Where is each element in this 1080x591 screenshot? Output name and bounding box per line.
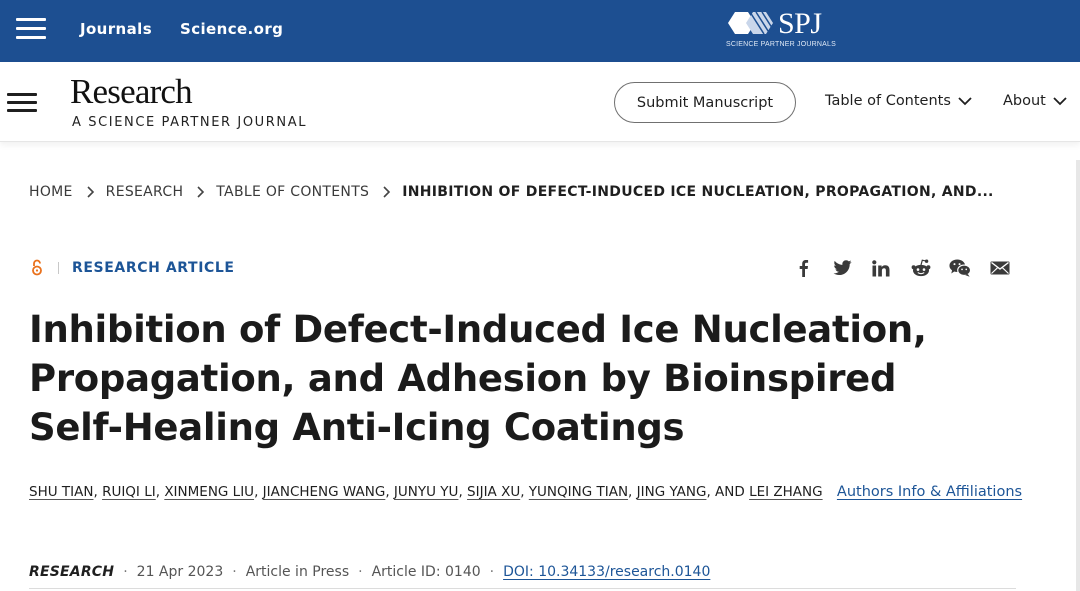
authors-info-affiliations-link[interactable]: Authors Info & Affiliations [836, 484, 1023, 500]
breadcrumb [29, 184, 994, 200]
chevron-right-icon [195, 186, 205, 198]
author-link[interactable]: LEI ZHANG [749, 484, 823, 500]
spj-hexagon-icon [726, 9, 778, 37]
scrollbar-track[interactable] [1076, 160, 1080, 591]
linkedin-icon[interactable] [870, 257, 892, 279]
meta-status: Article in Press [245, 564, 350, 580]
spj-logo-text: SPJ [778, 7, 822, 40]
meta-publication-date: 21 Apr 2023 [136, 564, 224, 580]
author-link[interactable]: SHU TIAN [29, 484, 94, 500]
article-type-label: RESEARCH ARTICLE [72, 260, 235, 276]
type-divider [58, 262, 59, 274]
global-menu-icon[interactable] [16, 18, 46, 40]
chevron-right-icon [381, 186, 391, 198]
article-meta [29, 564, 710, 580]
journal-header [0, 62, 1080, 142]
reddit-icon[interactable] [910, 257, 932, 279]
author-link[interactable]: YUNQING TIAN [528, 484, 629, 500]
journal-title[interactable]: Research [70, 72, 192, 111]
author-link[interactable]: JIANCHENG WANG [262, 484, 386, 500]
author-link[interactable]: RUIQI LI [102, 484, 156, 500]
spj-logo[interactable] [726, 7, 836, 53]
doi-link[interactable]: DOI: 10.34133/research.0140 [503, 564, 711, 580]
facebook-icon[interactable] [792, 257, 814, 279]
spj-logo-subtext: SCIENCE PARTNER JOURNALS [726, 41, 836, 48]
meta-separator: · [232, 564, 237, 580]
meta-separator: · [358, 564, 363, 580]
top-bar [0, 0, 1080, 62]
table-of-contents-label: Table of Contents [825, 93, 951, 109]
meta-separator: · [489, 564, 495, 580]
meta-divider [29, 588, 1016, 589]
author-link[interactable]: JING YANG [636, 484, 707, 500]
breadcrumb-research[interactable]: RESEARCH [105, 184, 184, 200]
journal-subtitle: A SCIENCE PARTNER JOURNAL [72, 115, 308, 130]
article-title: Inhibition of Defect-Induced Ice Nucleation, Propagation, and Adhesion by Bioinspired Self-Healing Anti-Icing Coatings [29, 308, 927, 449]
science-org-link[interactable]: Science.org [180, 20, 284, 38]
chevron-down-icon [957, 95, 973, 107]
author-link[interactable]: XINMENG LIU [164, 484, 255, 500]
authors-and-text: AND [715, 484, 745, 500]
breadcrumb-table-of-contents[interactable]: TABLE OF CONTENTS [216, 184, 370, 200]
about-menu[interactable] [1003, 93, 1068, 109]
author-list: SHU TIAN, RUIQI LI, XINMENG LIU, JIANCHENG WANG, JUNYU YU, SIJIA XU, YUNQING TIAN, JING YANG, AND LEI ZHANG Authors Info & Affiliations [29, 484, 1023, 500]
chevron-down-icon [1052, 95, 1068, 107]
about-label: About [1003, 93, 1046, 109]
submit-manuscript-button[interactable]: Submit Manuscript [614, 82, 796, 123]
meta-article-id: Article ID: 0140 [371, 564, 481, 580]
breadcrumb-current-article: INHIBITION OF DEFECT-INDUCED ICE NUCLEATION, PROPAGATION, AND... [402, 184, 994, 200]
open-access-icon [31, 259, 43, 276]
meta-separator: · [123, 564, 128, 580]
journals-link[interactable]: Journals [80, 20, 153, 38]
author-link[interactable]: JUNYU YU [393, 484, 459, 500]
email-icon[interactable] [989, 257, 1011, 279]
meta-journal-name: RESEARCH [29, 564, 115, 580]
wechat-icon[interactable] [949, 257, 971, 279]
journal-menu-icon[interactable] [7, 93, 37, 113]
breadcrumb-home[interactable]: HOME [29, 184, 73, 200]
table-of-contents-menu[interactable] [825, 93, 973, 109]
chevron-right-icon [85, 186, 95, 198]
twitter-icon[interactable] [831, 257, 853, 279]
author-link[interactable]: SIJIA XU [467, 484, 521, 500]
